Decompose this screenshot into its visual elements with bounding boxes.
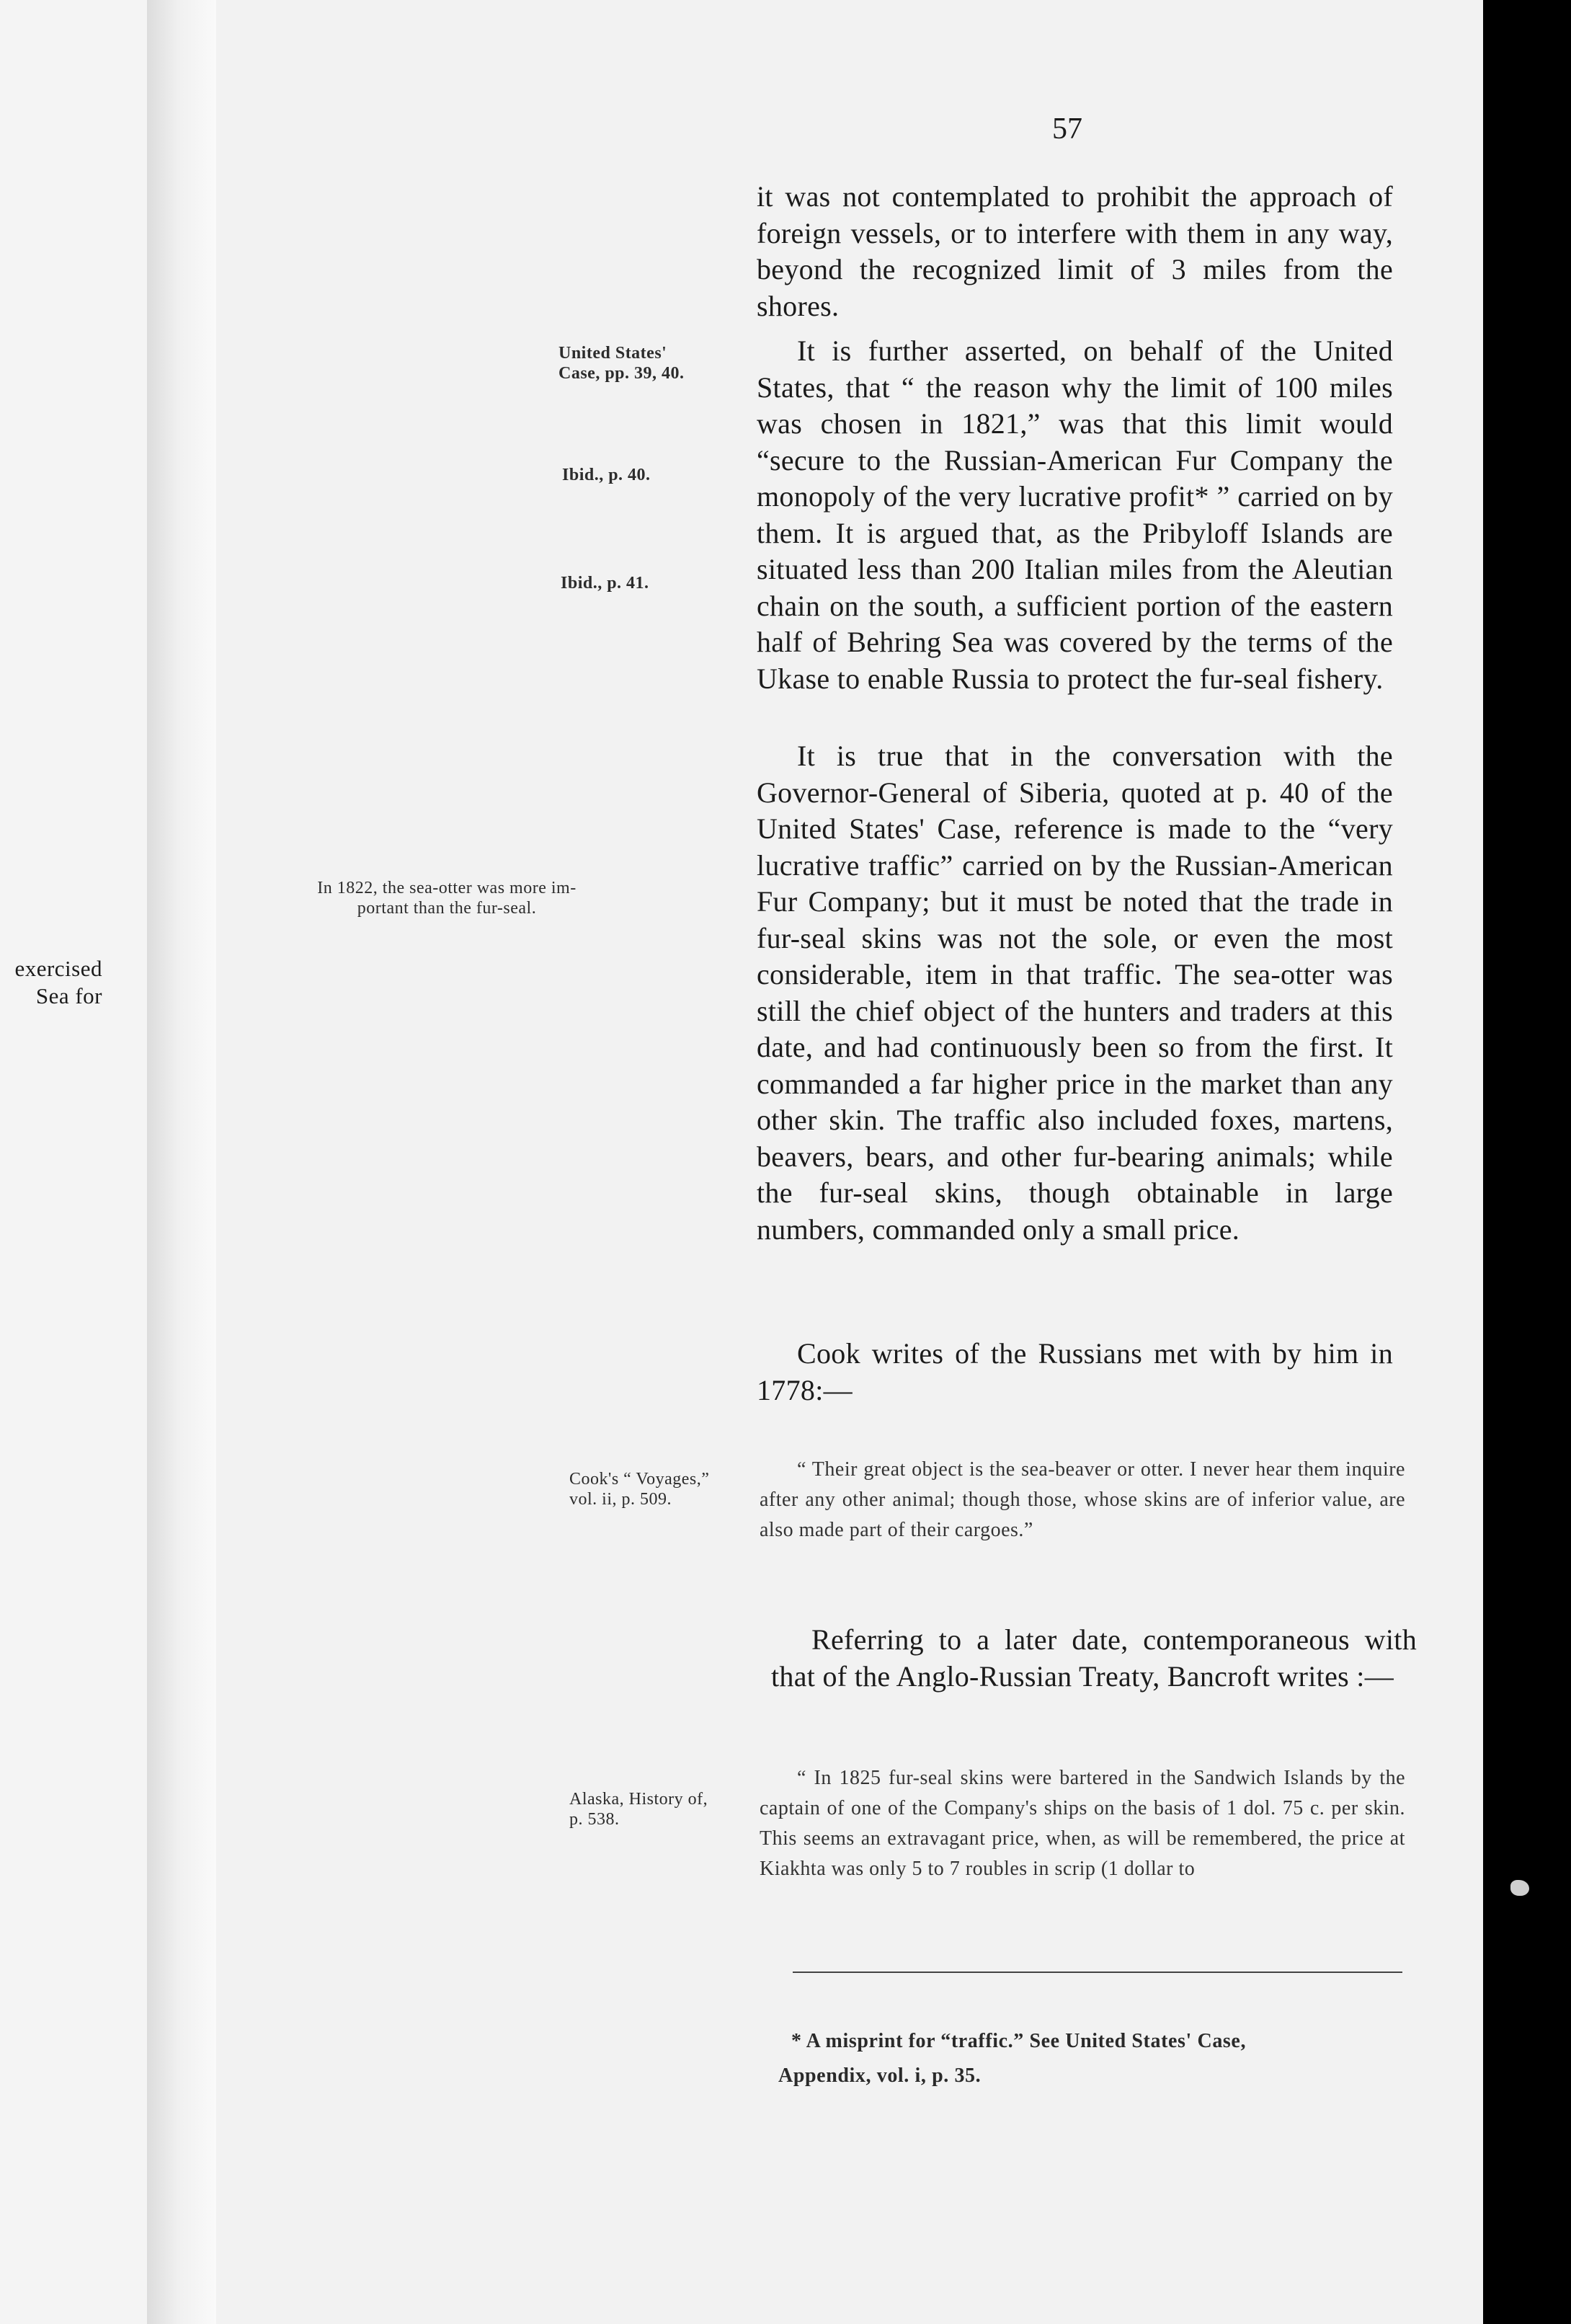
- margin-note-cook-line-2: vol. ii, p. 509.: [569, 1490, 672, 1509]
- margin-note-1822-line-1: In 1822, the sea-otter was more im-: [317, 879, 577, 897]
- scan-artifact: [1510, 1880, 1529, 1896]
- paragraph-text: It is true that in the conversation with the Governor-General of Siberia, quoted at p. 40 of the United States' Case, reference is made to the “very lucrative traffic” carried on by the Russian-American Fur Company; but it must be noted that the trade in fur-seal skins was not the sole, or even the most considerable, item in that traffic. The sea-otter was still the chief object of the hunters and traders at this date, and had continuously been so from the first. It commanded a far higher price in the market than any other skin. The traffic also included foxes, martens, beavers, bears, and other fur-bearing animals; while the fur-seal skins, though obtainable in large numbers, commanded only a small price.: [757, 740, 1393, 1246]
- margin-note-ibid-40: Ibid., p. 40.: [562, 466, 651, 484]
- paragraph-text: Cook writes of the Russians met with by him in 1778:—: [757, 1337, 1393, 1406]
- block-quote-cook: [760, 1455, 1405, 1545]
- margin-note-us-case-line-1: United States': [558, 344, 667, 363]
- paragraph-text: it was not contemplated to prohibit the approach of foreign vessels, or to interfere with them in any way, beyond the recognized limit of 3 miles from the shores.: [757, 180, 1393, 322]
- quote-text: “ In 1825 fur-seal skins were bartered in the Sandwich Islands by the captain of one of the Company's ships on the basis of 1 dol. 75 c. per skin. This seems an extravagant price, when, as will be remembered, the price at Kiakhta was only 5 to 7 roubles in scrip (1 dollar to: [760, 1767, 1405, 1880]
- margin-note-alaska-line-2: p. 538.: [569, 1810, 620, 1829]
- footnote: [778, 2024, 1405, 2093]
- margin-note-alaska-line-1: Alaska, History of,: [569, 1790, 708, 1809]
- body-paragraph-1: [757, 179, 1393, 324]
- margin-note-1822: [238, 878, 656, 918]
- body-paragraph-2: [757, 333, 1393, 697]
- margin-note-us-case-line-2: Case, pp. 39, 40.: [558, 364, 685, 383]
- margin-note-us-case: [558, 343, 731, 383]
- book-gutter: [147, 0, 216, 2324]
- margin-note-alaska: [569, 1789, 764, 1830]
- body-paragraph-4: [757, 1336, 1393, 1409]
- block-quote-bancroft: [760, 1763, 1405, 1884]
- facing-page-line-2: Sea for: [35, 983, 102, 1008]
- paragraph-text: Referring to a later date, contemporaneous with that of the Anglo-Russian Treaty, Bancroft writes :—: [771, 1623, 1417, 1693]
- facing-page-text-fragment: [0, 955, 102, 1010]
- margin-note-cook-line-1: Cook's “ Voyages,”: [569, 1470, 710, 1489]
- margin-note-ibid-41: Ibid., p. 41.: [561, 574, 649, 593]
- page-number: 57: [1052, 112, 1082, 146]
- margin-note-1822-line-2: portant than the fur-seal.: [357, 899, 537, 918]
- footnote-line-1: * A misprint for “traffic.” See United States' Case,: [791, 2030, 1247, 2052]
- footnote-divider: [793, 1972, 1402, 1973]
- facing-page-edge: [0, 0, 148, 2324]
- quote-text: “ Their great object is the sea-beaver or otter. I never hear them inquire after any other animal; though those, whose skins are of inferior value, are also made part of their cargoes.”: [760, 1458, 1405, 1541]
- body-paragraph-5: [771, 1622, 1417, 1695]
- paragraph-text: It is further asserted, on behalf of the United States, that “ the reason why the limit of 100 miles was chosen in 1821,” was that this limit would “secure to the Russian-American Fur Company the monopoly of the very lucrative profit* ” carried on by them. It is argued that, as the Pribyloff Islands are situated less than 200 Italian miles from the Aleutian chain on the south, a sufficient portion of the eastern half of Behring Sea was covered by the terms of the Ukase to enable Russia to protect the fur-seal fishery.: [757, 334, 1393, 695]
- facing-page-line-1: exercised: [14, 956, 102, 981]
- footnote-line-2: Appendix, vol. i, p. 35.: [778, 2064, 982, 2087]
- body-paragraph-3: [757, 738, 1393, 1248]
- margin-note-cook: [569, 1469, 771, 1509]
